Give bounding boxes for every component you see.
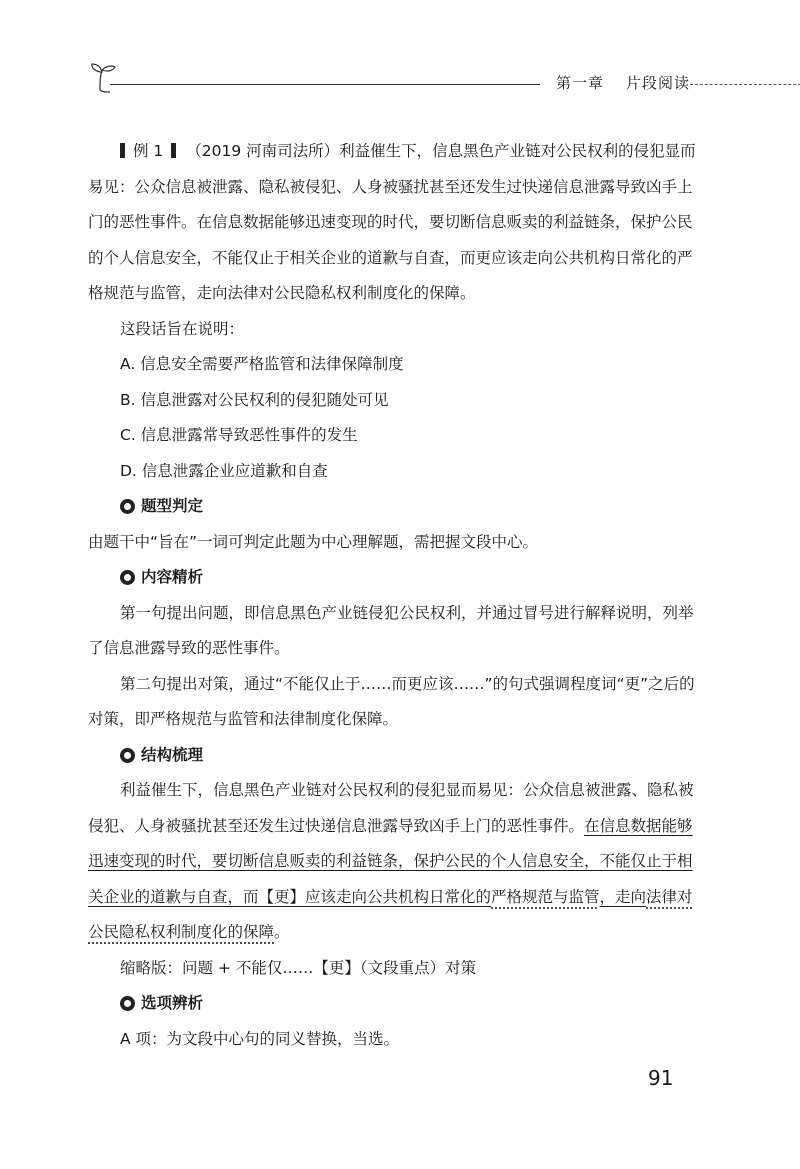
option-a-analysis: A 项：为文段中心句的同义替换，当选。 bbox=[120, 1029, 400, 1048]
structure-icon bbox=[120, 748, 135, 763]
analysis-icon bbox=[120, 570, 135, 585]
structure-summary: 缩略版：问题 + 不能仅……【更】（文段重点）对策 bbox=[120, 958, 477, 977]
section-structure-title: 结构梳理 bbox=[141, 745, 204, 764]
structure-text-underlined-2: ，走向 bbox=[599, 887, 647, 906]
content-paragraph-2: 第二句提出对策，通过“不能仅止于……而更应该……”的句式强调程度词“更”之后的对策，即严格规范与监管和法律制度化保障。 bbox=[88, 674, 695, 728]
main-content bbox=[88, 134, 696, 1057]
header-rule bbox=[110, 84, 540, 85]
example-source: （2019 河南司法所） bbox=[186, 142, 340, 160]
page-number: 91 bbox=[648, 1066, 674, 1090]
structure-text-plain: 利益催生下，信息黑色产业链对公民权利的侵犯显而易见：公众信息被泄露、隐私被侵犯、人身被骚扰甚至还发生过快递信息泄露导致凶手上门的恶性事件。 bbox=[88, 781, 694, 835]
section-analysis-title: 选项辨析 bbox=[141, 994, 204, 1012]
option-d: D. 信息泄露企业应道歉和自查 bbox=[120, 461, 328, 480]
structure-key-phrase-2: 法律对公民隐私权利制度化的保障 bbox=[88, 887, 693, 941]
option-a: A. 信息安全需要严格监管和法律保障制度 bbox=[120, 355, 404, 373]
example-mark-right bbox=[171, 143, 176, 158]
page-header bbox=[88, 60, 708, 100]
example-text: 利益催生下，信息黑色产业链对公民权利的侵犯显而易见：公众信息被泄露、隐私被侵犯、人身被骚扰甚至还发生过快递信息泄露导致凶手上门的恶性事件。在信息数据能够迅速变现的时代，要切断信息贩卖的利益链条，保护公民的个人信息安全，不能仅止于相关企业的道歉与自查，而更应该走向公共机构日常化的严格规范与监管，走向法律对公民隐私权利制度化的保障。 bbox=[88, 142, 696, 302]
options-icon bbox=[120, 996, 135, 1011]
section-type-heading bbox=[88, 489, 696, 525]
chapter-title: 片段阅读 bbox=[626, 74, 691, 92]
section-type-title: 题型判定 bbox=[141, 497, 204, 515]
structure-text-end: 。 bbox=[274, 923, 290, 941]
structure-key-phrase-1: 严格规范与监管 bbox=[491, 887, 600, 906]
section-analysis-heading bbox=[88, 986, 696, 1022]
section-content-title: 内容精析 bbox=[141, 568, 204, 586]
header-rule-tail bbox=[690, 84, 800, 85]
example-mark-left bbox=[120, 143, 125, 158]
section-structure-heading bbox=[88, 738, 696, 774]
sprout-icon bbox=[88, 60, 118, 94]
example-label: 例 1 bbox=[133, 142, 164, 160]
option-b: B. 信息泄露对公民权利的侵犯随处可见 bbox=[120, 390, 389, 409]
structure-text-underlined: 在信息数据能够迅速变现的时代，要切断信息贩卖的利益链条，保护公民的个人信息安全，不能仅止于相关企业的道歉与自查，而【更】应该走向公共机构日常化的 bbox=[88, 816, 693, 906]
section-content-heading bbox=[88, 560, 696, 596]
section-type-text: 由题干中“旨在”一词可判定此题为中心理解题，需把握文段中心。 bbox=[88, 532, 539, 551]
gear-icon bbox=[120, 499, 135, 514]
chapter-heading bbox=[556, 72, 690, 93]
structure-paragraph bbox=[88, 773, 696, 951]
example-paragraph bbox=[88, 134, 696, 312]
question-stem: 这段话旨在说明： bbox=[120, 319, 245, 338]
chapter-number: 第一章 bbox=[556, 74, 605, 92]
content-paragraph-1: 第一句提出问题，即信息黑色产业链侵犯公民权利，并通过冒号进行解释说明，列举了信息泄露导致的恶性事件。 bbox=[88, 603, 694, 657]
option-c: C. 信息泄露常导致恶性事件的发生 bbox=[120, 426, 358, 444]
